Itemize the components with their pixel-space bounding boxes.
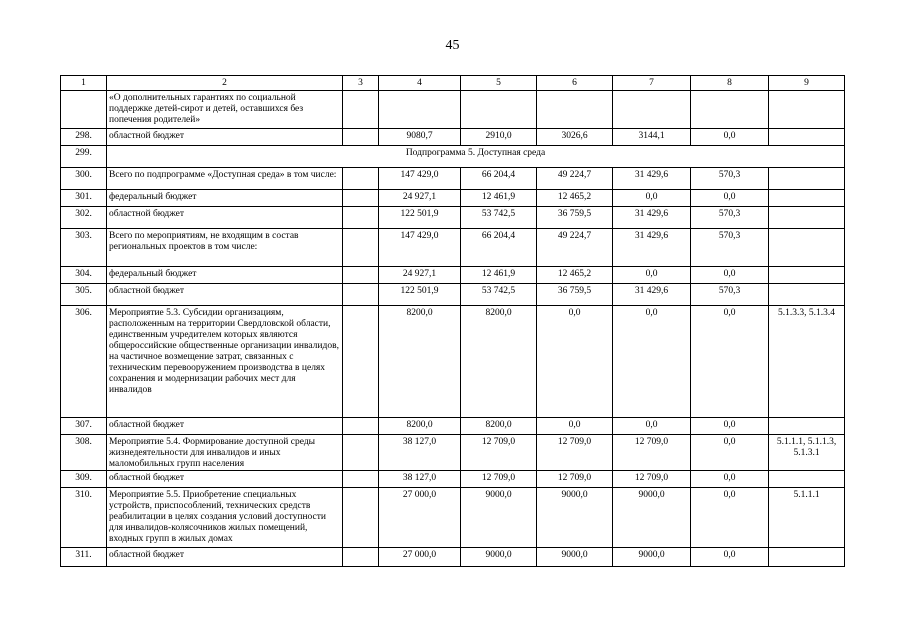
amount-cell-3 <box>343 229 379 267</box>
item-name: областной бюджет <box>107 129 343 146</box>
item-name: федеральный бюджет <box>107 267 343 284</box>
amount-cell-4: 9080,7 <box>379 129 461 146</box>
amount-cell-5: 53 742,5 <box>461 207 537 229</box>
target-indicators <box>769 471 845 488</box>
target-indicators <box>769 168 845 190</box>
amount-cell-5: 8200,0 <box>461 306 537 418</box>
column-header-6: 6 <box>537 76 613 91</box>
amount-cell-7: 9000,0 <box>613 548 691 567</box>
amount-cell-6: 12 709,0 <box>537 435 613 471</box>
row-number <box>61 91 107 129</box>
target-indicators <box>769 91 845 129</box>
column-header-3: 3 <box>343 76 379 91</box>
amount-cell-6: 9000,0 <box>537 488 613 548</box>
amount-cell-5: 53 742,5 <box>461 284 537 306</box>
row-number: 301. <box>61 190 107 207</box>
column-header-8: 8 <box>691 76 769 91</box>
item-name: областной бюджет <box>107 418 343 435</box>
amount-cell-4: 122 501,9 <box>379 207 461 229</box>
amount-cell-8: 0,0 <box>691 488 769 548</box>
amount-cell-6: 49 224,7 <box>537 229 613 267</box>
amount-cell-7: 12 709,0 <box>613 471 691 488</box>
table-row <box>61 146 845 168</box>
column-header-1: 1 <box>61 76 107 91</box>
amount-cell-5: 8200,0 <box>461 418 537 435</box>
amount-cell-8: 0,0 <box>691 418 769 435</box>
item-name: областной бюджет <box>107 284 343 306</box>
table-row <box>61 418 845 435</box>
table-row <box>61 471 845 488</box>
amount-cell-3 <box>343 190 379 207</box>
amount-cell-8: 0,0 <box>691 306 769 418</box>
amount-cell-8: 0,0 <box>691 267 769 284</box>
amount-cell-8: 570,3 <box>691 207 769 229</box>
amount-cell-8: 0,0 <box>691 435 769 471</box>
amount-cell-6 <box>537 91 613 129</box>
amount-cell-7: 31 429,6 <box>613 207 691 229</box>
amount-cell-6: 12 709,0 <box>537 471 613 488</box>
row-number: 308. <box>61 435 107 471</box>
budget-table <box>60 75 845 567</box>
amount-cell-7: 0,0 <box>613 418 691 435</box>
amount-cell-6: 0,0 <box>537 306 613 418</box>
amount-cell-8: 0,0 <box>691 190 769 207</box>
amount-cell-3 <box>343 207 379 229</box>
row-number: 298. <box>61 129 107 146</box>
table-row <box>61 435 845 471</box>
amount-cell-5: 9000,0 <box>461 488 537 548</box>
row-number: 302. <box>61 207 107 229</box>
table-row <box>61 91 845 129</box>
amount-cell-3 <box>343 435 379 471</box>
amount-cell-7: 0,0 <box>613 190 691 207</box>
amount-cell-8: 570,3 <box>691 284 769 306</box>
amount-cell-8: 0,0 <box>691 471 769 488</box>
amount-cell-4: 38 127,0 <box>379 471 461 488</box>
amount-cell-6: 12 465,2 <box>537 190 613 207</box>
amount-cell-7: 12 709,0 <box>613 435 691 471</box>
table-row <box>61 207 845 229</box>
target-indicators <box>769 267 845 284</box>
amount-cell-4: 122 501,9 <box>379 284 461 306</box>
subprogram-title: Подпрограмма 5. Доступная среда <box>107 146 845 168</box>
amount-cell-5: 9000,0 <box>461 548 537 567</box>
amount-cell-3 <box>343 91 379 129</box>
amount-cell-6: 36 759,5 <box>537 284 613 306</box>
amount-cell-3 <box>343 267 379 284</box>
row-number: 304. <box>61 267 107 284</box>
amount-cell-3 <box>343 306 379 418</box>
amount-cell-4: 27 000,0 <box>379 488 461 548</box>
amount-cell-8: 570,3 <box>691 168 769 190</box>
page-number: 45 <box>445 38 460 53</box>
header-row <box>61 76 845 91</box>
amount-cell-6: 36 759,5 <box>537 207 613 229</box>
table-row <box>61 129 845 146</box>
amount-cell-7 <box>613 91 691 129</box>
amount-cell-6: 9000,0 <box>537 548 613 567</box>
amount-cell-8 <box>691 91 769 129</box>
amount-cell-3 <box>343 488 379 548</box>
item-name: Всего по мероприятиям, не входящим в состав региональных проектов в том числе: <box>107 229 343 267</box>
row-number: 309. <box>61 471 107 488</box>
row-number: 311. <box>61 548 107 567</box>
amount-cell-5: 2910,0 <box>461 129 537 146</box>
amount-cell-7: 31 429,6 <box>613 229 691 267</box>
column-header-5: 5 <box>461 76 537 91</box>
row-number: 300. <box>61 168 107 190</box>
table-row <box>61 190 845 207</box>
amount-cell-4: 27 000,0 <box>379 548 461 567</box>
amount-cell-8: 570,3 <box>691 229 769 267</box>
row-number: 307. <box>61 418 107 435</box>
amount-cell-3 <box>343 418 379 435</box>
target-indicators <box>769 284 845 306</box>
column-header-4: 4 <box>379 76 461 91</box>
amount-cell-4 <box>379 91 461 129</box>
amount-cell-3 <box>343 471 379 488</box>
table-row <box>61 284 845 306</box>
amount-cell-4: 8200,0 <box>379 418 461 435</box>
item-name: областной бюджет <box>107 548 343 567</box>
target-indicators <box>769 190 845 207</box>
target-indicators <box>769 207 845 229</box>
table-row <box>61 548 845 567</box>
target-indicators: 5.1.3.3, 5.1.3.4 <box>769 306 845 418</box>
amount-cell-5: 12 461,9 <box>461 267 537 284</box>
table-row <box>61 267 845 284</box>
item-name: Всего по подпрограмме «Доступная среда» в том числе: <box>107 168 343 190</box>
amount-cell-7: 31 429,6 <box>613 168 691 190</box>
target-indicators <box>769 129 845 146</box>
table-row <box>61 488 845 548</box>
item-name: Мероприятие 5.3. Субсидии организациям, расположенным на территории Свердловской области, единственным учредителем которых являются общероссийские общественные организации инвалидов, на частичное возмещение затрат, связанных с техническим перевооружением производства в целях сохранения и модернизации рабочих мест для инвалидов <box>107 306 343 418</box>
amount-cell-8: 0,0 <box>691 129 769 146</box>
amount-cell-5: 12 709,0 <box>461 471 537 488</box>
amount-cell-4: 24 927,1 <box>379 267 461 284</box>
item-name: федеральный бюджет <box>107 190 343 207</box>
row-number: 303. <box>61 229 107 267</box>
amount-cell-7: 0,0 <box>613 267 691 284</box>
row-number: 305. <box>61 284 107 306</box>
column-header-2: 2 <box>107 76 343 91</box>
amount-cell-5: 12 709,0 <box>461 435 537 471</box>
row-number: 306. <box>61 306 107 418</box>
table-row <box>61 306 845 418</box>
amount-cell-4: 24 927,1 <box>379 190 461 207</box>
table-row <box>61 229 845 267</box>
amount-cell-3 <box>343 284 379 306</box>
amount-cell-3 <box>343 548 379 567</box>
amount-cell-5: 66 204,4 <box>461 168 537 190</box>
amount-cell-6: 3026,6 <box>537 129 613 146</box>
amount-cell-4: 38 127,0 <box>379 435 461 471</box>
target-indicators <box>769 229 845 267</box>
amount-cell-4: 147 429,0 <box>379 229 461 267</box>
amount-cell-7: 31 429,6 <box>613 284 691 306</box>
column-header-9: 9 <box>769 76 845 91</box>
row-number: 299. <box>61 146 107 168</box>
amount-cell-4: 147 429,0 <box>379 168 461 190</box>
target-indicators: 5.1.1.1, 5.1.1.3, 5.1.3.1 <box>769 435 845 471</box>
table-body <box>61 91 845 567</box>
item-name: областной бюджет <box>107 471 343 488</box>
item-name: «О дополнительных гарантиях по социальной поддержке детей-сирот и детей, оставшихся без попечения родителей» <box>107 91 343 129</box>
amount-cell-4: 8200,0 <box>379 306 461 418</box>
amount-cell-5 <box>461 91 537 129</box>
item-name: Мероприятие 5.5. Приобретение специальных устройств, приспособлений, технических средств реабилитации в целях создания условий доступности для инвалидов-колясочников жилых помещений, входных групп в жилых домах <box>107 488 343 548</box>
amount-cell-7: 9000,0 <box>613 488 691 548</box>
amount-cell-3 <box>343 129 379 146</box>
amount-cell-7: 0,0 <box>613 306 691 418</box>
amount-cell-6: 12 465,2 <box>537 267 613 284</box>
amount-cell-6: 0,0 <box>537 418 613 435</box>
target-indicators <box>769 418 845 435</box>
amount-cell-5: 12 461,9 <box>461 190 537 207</box>
table-row <box>61 168 845 190</box>
target-indicators: 5.1.1.1 <box>769 488 845 548</box>
item-name: областной бюджет <box>107 207 343 229</box>
amount-cell-8: 0,0 <box>691 548 769 567</box>
amount-cell-5: 66 204,4 <box>461 229 537 267</box>
amount-cell-6: 49 224,7 <box>537 168 613 190</box>
amount-cell-7: 3144,1 <box>613 129 691 146</box>
amount-cell-3 <box>343 168 379 190</box>
target-indicators <box>769 548 845 567</box>
column-header-7: 7 <box>613 76 691 91</box>
row-number: 310. <box>61 488 107 548</box>
item-name: Мероприятие 5.4. Формирование доступной среды жизнедеятельности для инвалидов и иных маломобильных групп населения <box>107 435 343 471</box>
